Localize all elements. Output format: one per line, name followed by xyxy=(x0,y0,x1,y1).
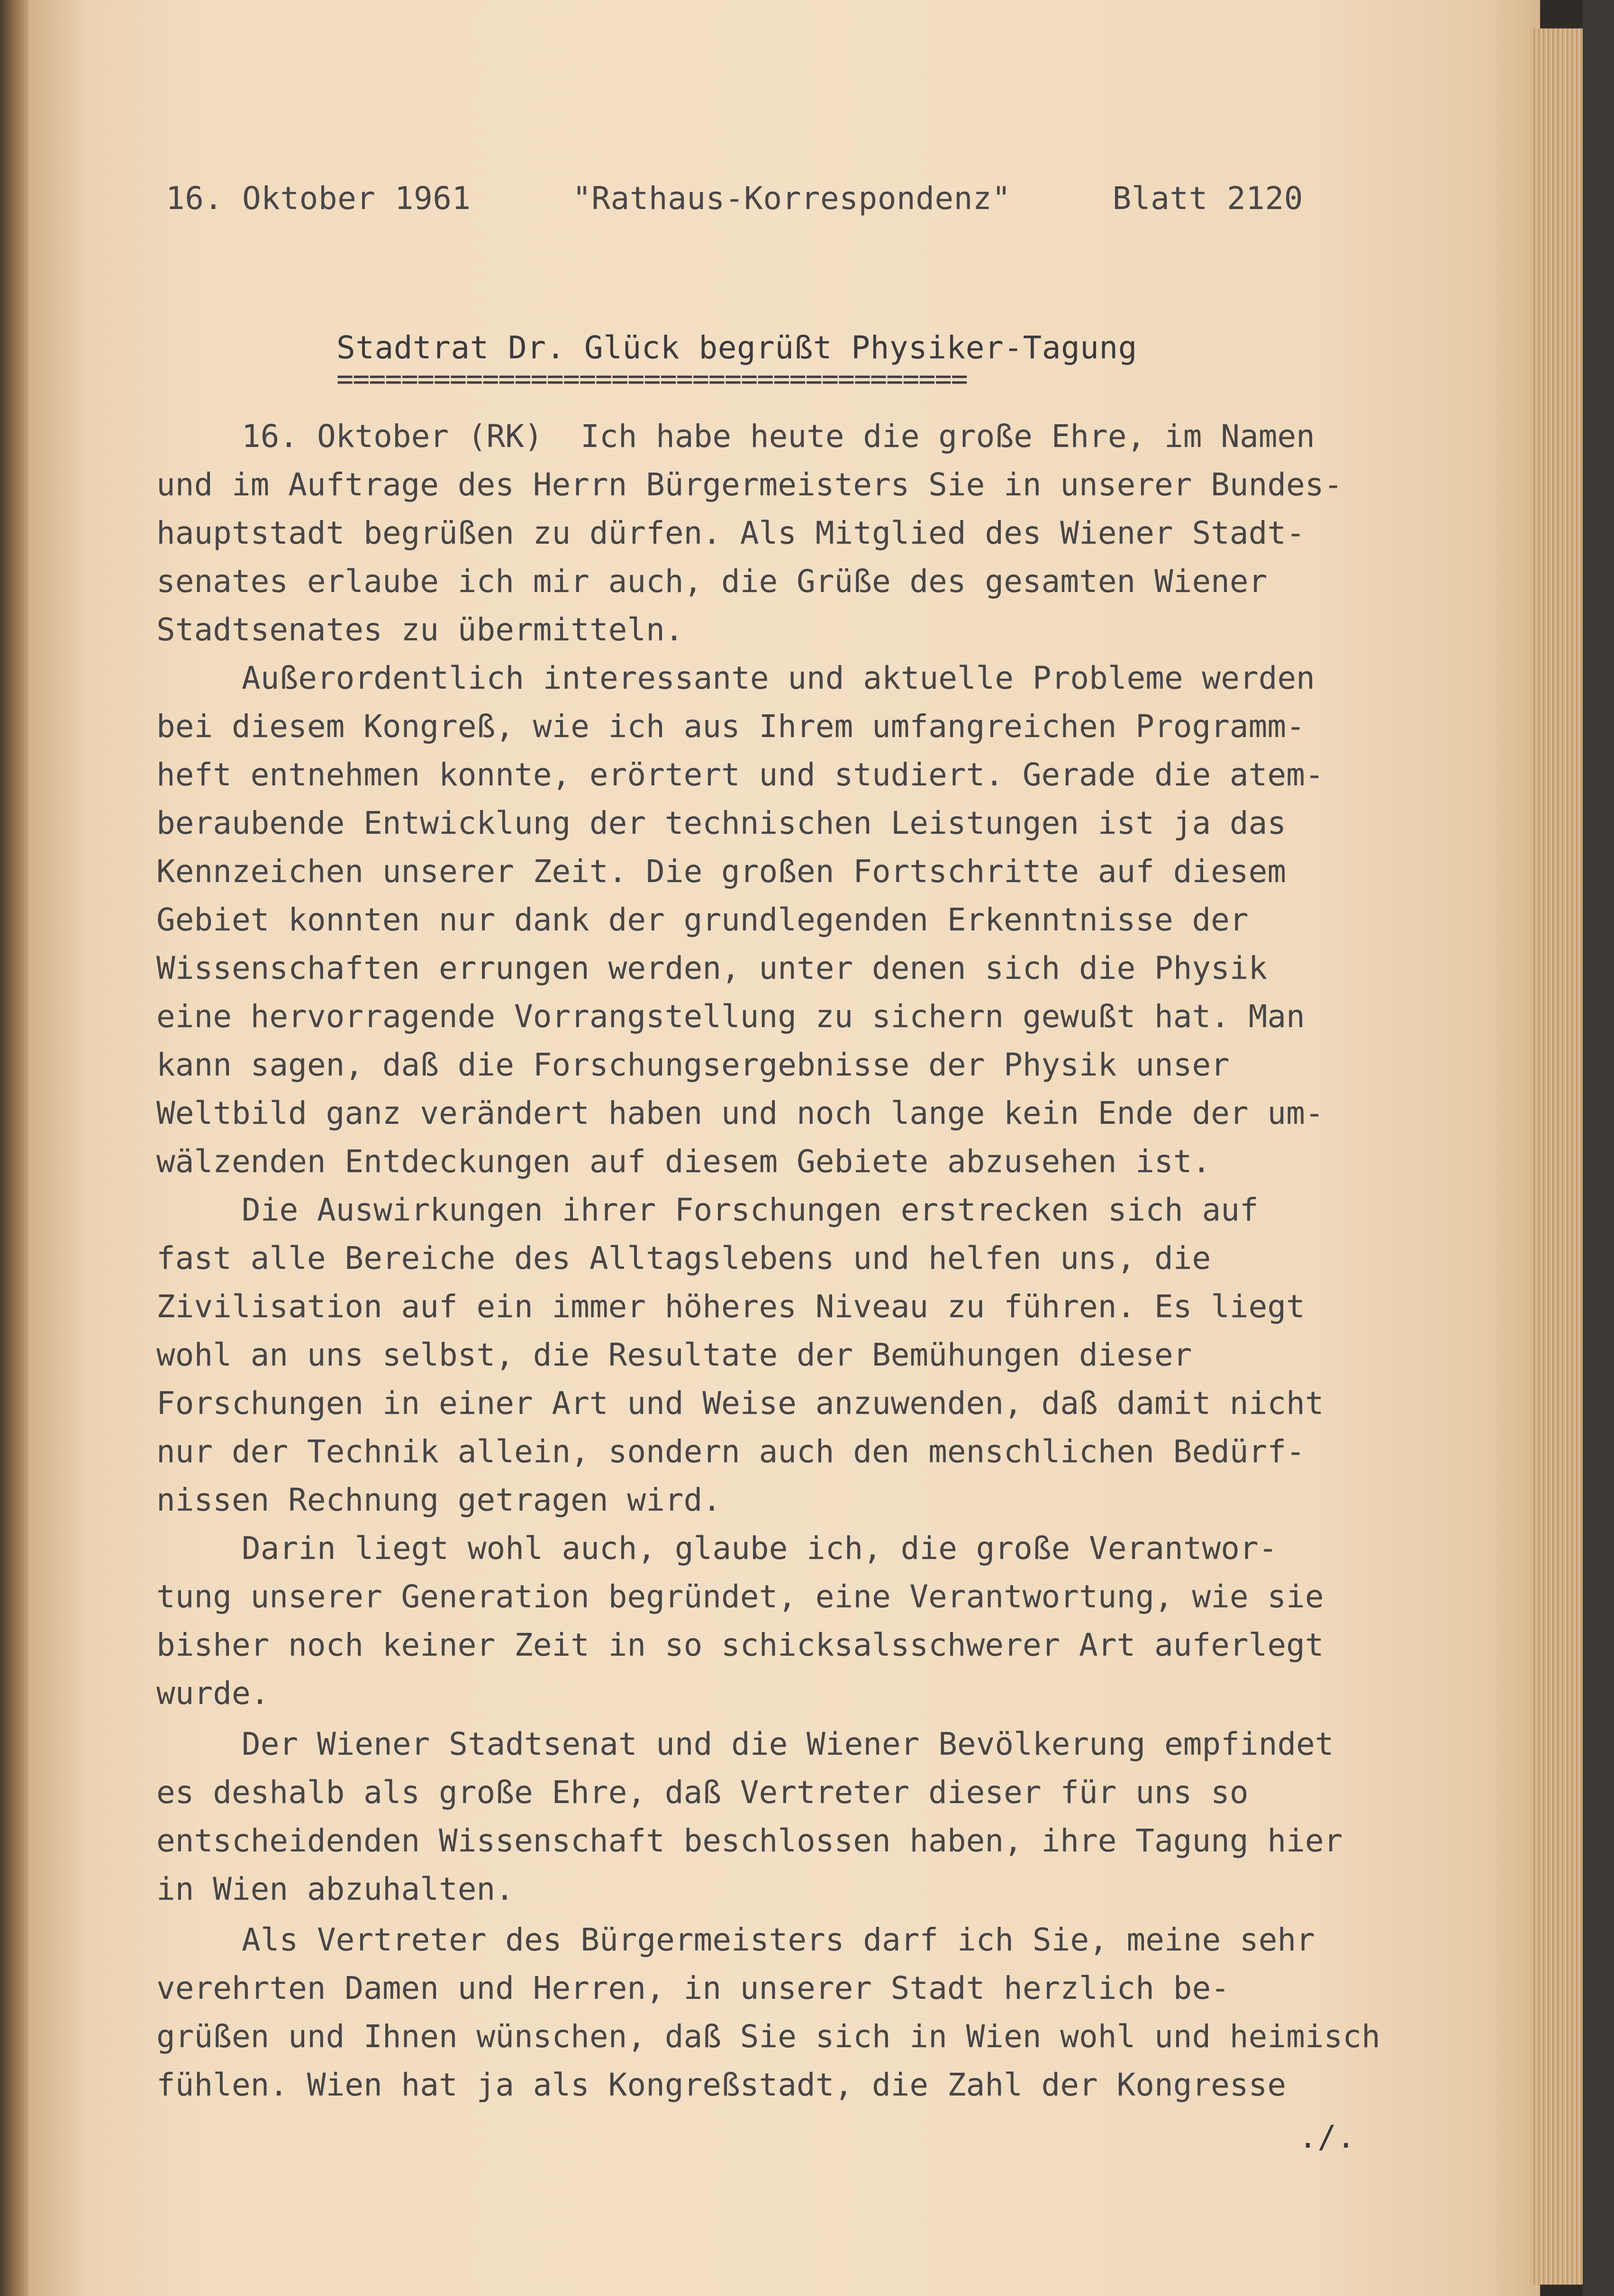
header-sheet-number: Blatt 2120 xyxy=(1112,180,1303,217)
page-header xyxy=(166,180,1303,217)
body-line: fühlen. Wien hat ja als Kongreßstadt, die Zahl der Kongresse xyxy=(156,2067,1287,2103)
body-line: kann sagen, daß die Forschungsergebnisse der Physik unser xyxy=(156,1047,1230,1083)
body-line: Forschungen in einer Art und Weise anzuwenden, daß damit nicht xyxy=(156,1385,1324,1421)
title-underline: ======================================= xyxy=(336,363,967,396)
body-line: und im Auftrage des Herrn Bürgermeisters Sie in unserer Bundes- xyxy=(156,466,1343,503)
body-line: Die Auswirkungen ihrer Forschungen erstrecken sich auf xyxy=(242,1192,1259,1228)
body-line: bei diesem Kongreß, wie ich aus Ihrem umfangreichen Programm- xyxy=(156,708,1305,745)
body-line: wohl an uns selbst, die Resultate der Bemühungen dieser xyxy=(156,1337,1192,1373)
article-body xyxy=(156,412,1380,2109)
body-line: Zivilisation auf ein immer höheres Niveau zu führen. Es liegt xyxy=(156,1288,1305,1325)
body-line: Außerordentlich interessante und aktuelle Probleme werden xyxy=(242,660,1315,696)
body-line: heft entnehmen konnte, erörtert und studiert. Gerade die atem- xyxy=(156,756,1324,793)
background xyxy=(1583,0,1614,2296)
body-line: Wissenschaften errungen werden, unter denen sich die Physik xyxy=(156,950,1268,986)
body-line: beraubende Entwicklung der technischen Leistungen ist ja das xyxy=(156,805,1287,841)
header-date: 16. Oktober 1961 xyxy=(166,180,471,217)
body-line: verehrten Damen und Herren, in unserer Stadt herzlich be- xyxy=(156,1970,1230,2006)
body-line: nur der Technik allein, sondern auch den menschlichen Bedürf- xyxy=(156,1433,1305,1470)
body-line: Als Vertreter des Bürgermeisters darf ich Sie, meine sehr xyxy=(242,1922,1315,1958)
body-line: in Wien abzuhalten. xyxy=(156,1871,514,1907)
body-line: Kennzeichen unserer Zeit. Die großen Fortschritte auf diesem xyxy=(156,853,1287,890)
body-line: Weltbild ganz verändert haben und noch lange kein Ende der um- xyxy=(156,1095,1324,1131)
body-line: tung unserer Generation begründet, eine Verantwortung, wie sie xyxy=(156,1578,1324,1615)
body-line: nissen Rechnung getragen wird. xyxy=(156,1482,722,1518)
body-line: wälzenden Entdeckungen auf diesem Gebiete abzusehen ist. xyxy=(156,1143,1211,1180)
article-title: Stadtrat Dr. Glück begrüßt Physiker-Tagung xyxy=(336,329,1137,366)
body-line: grüßen und Ihnen wünschen, daß Sie sich in Wien wohl und heimisch xyxy=(156,2018,1380,2055)
body-line: fast alle Bereiche des Alltagslebens und helfen uns, die xyxy=(156,1240,1211,1276)
continuation-mark: ./. xyxy=(1298,2119,1356,2155)
body-line: Stadtsenates zu übermitteln. xyxy=(156,611,684,648)
header-publication: "Rathaus-Korrespondenz" xyxy=(572,180,1011,217)
body-line: Darin liegt wohl auch, glaube ich, die große Verantwor- xyxy=(242,1530,1278,1567)
body-line: Gebiet konnten nur dank der grundlegenden Erkenntnisse der xyxy=(156,902,1249,938)
body-line: bisher noch keiner Zeit in so schicksalsschwerer Art auferlegt xyxy=(156,1627,1324,1663)
body-line: hauptstadt begrüßen zu dürfen. Als Mitglied des Wiener Stadt- xyxy=(156,515,1305,551)
body-line: es deshalb als große Ehre, daß Vertreter dieser für uns so xyxy=(156,1774,1249,1811)
body-line: eine hervorragende Vorrangstellung zu sichern gewußt hat. Man xyxy=(156,998,1305,1035)
body-line: 16. Oktober (RK) Ich habe heute die große Ehre, im Namen xyxy=(242,418,1315,455)
page-stack-edge xyxy=(1531,28,1587,2285)
body-line: senates erlaube ich mir auch, die Grüße des gesamten Wiener xyxy=(156,563,1268,600)
body-line: Der Wiener Stadtsenat und die Wiener Bevölkerung empfindet xyxy=(242,1726,1334,1762)
body-line: entscheidenden Wissenschaft beschlossen haben, ihre Tagung hier xyxy=(156,1822,1343,1859)
body-line: wurde. xyxy=(156,1675,270,1712)
